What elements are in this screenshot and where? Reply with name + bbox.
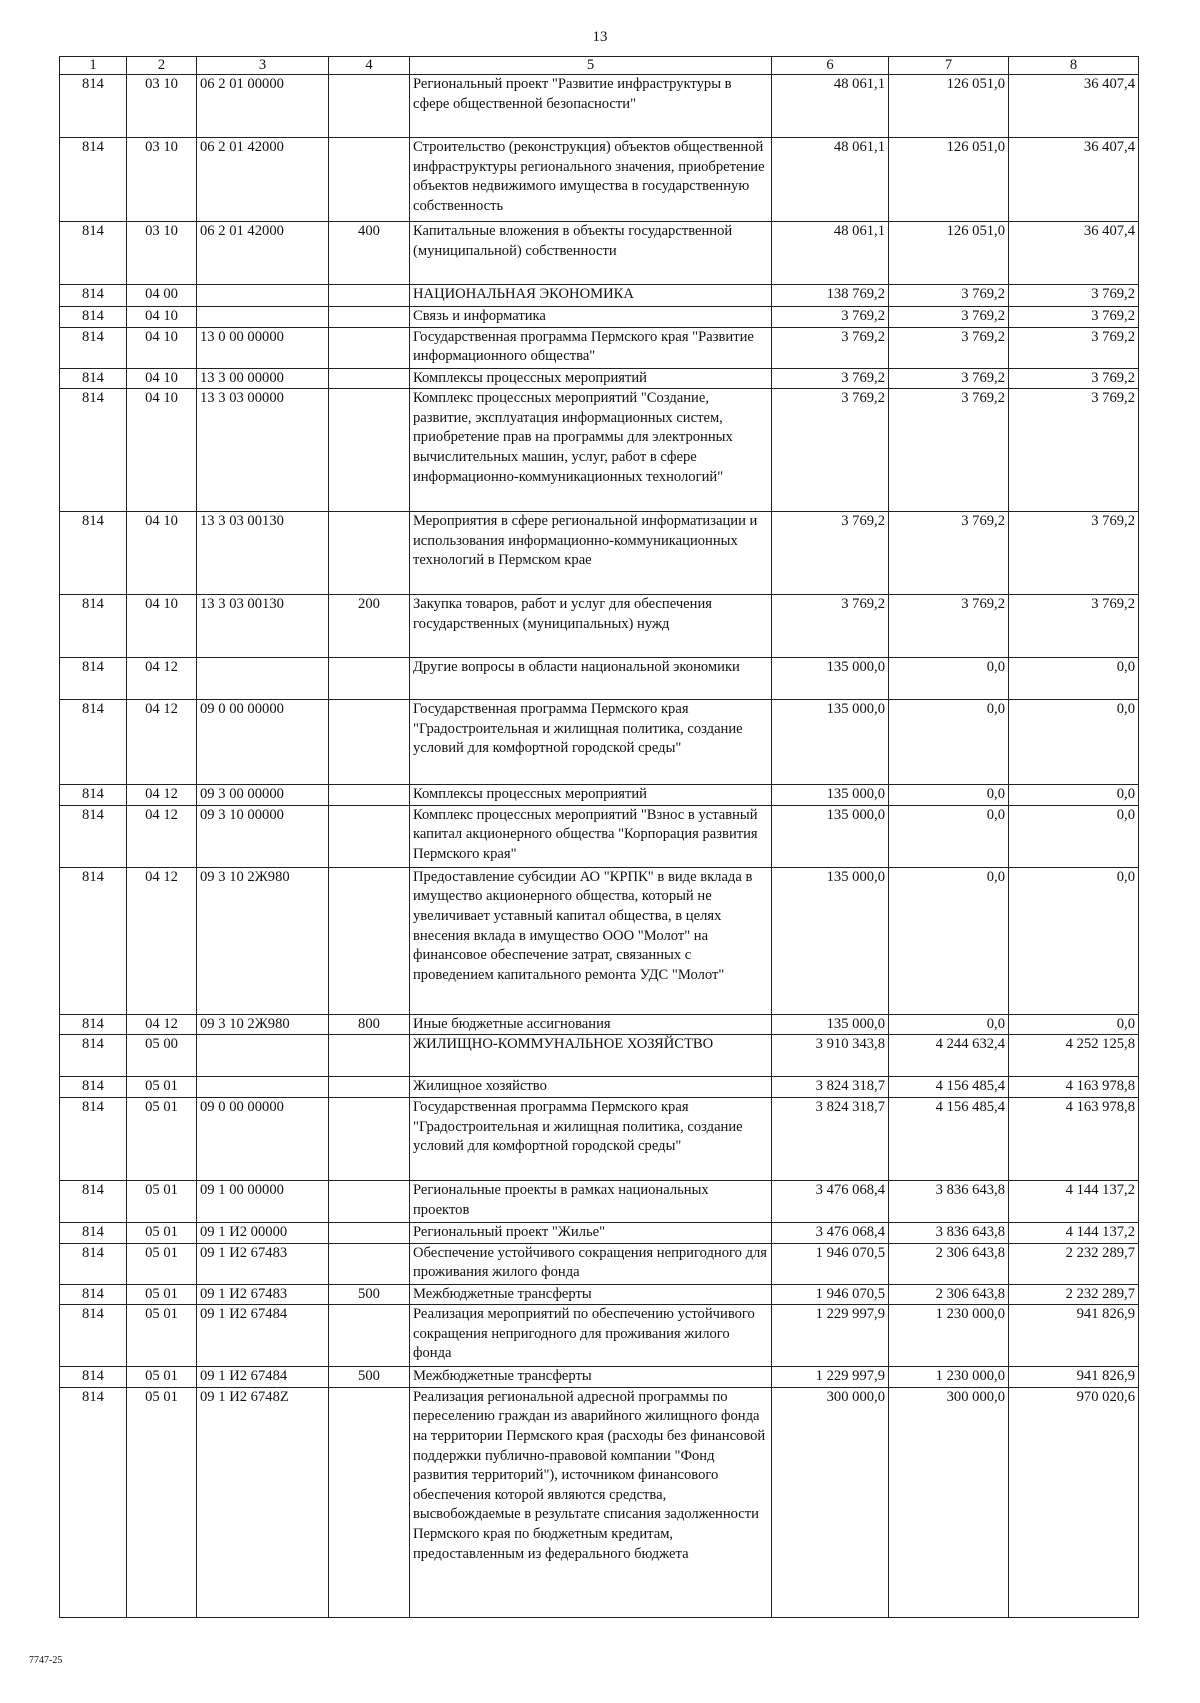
amount-col-7: 3 769,2 (889, 285, 1009, 307)
table-row (60, 1180, 1139, 1222)
item-name: Государственная программа Пермского края "Градостроительная и жилищная политика, создание условий для комфортной городской среды" (410, 700, 772, 785)
ministry-code: 814 (60, 1284, 127, 1305)
expense-type (329, 307, 410, 328)
amount-col-8: 4 163 978,8 (1009, 1077, 1139, 1098)
target-article: 09 1 И2 67483 (197, 1243, 329, 1284)
expense-type (329, 1035, 410, 1077)
amount-col-6: 135 000,0 (772, 1014, 889, 1035)
table-row (60, 1367, 1139, 1388)
section-code: 04 10 (127, 307, 197, 328)
ministry-code: 814 (60, 595, 127, 658)
amount-col-7: 0,0 (889, 805, 1009, 867)
target-article: 13 3 03 00130 (197, 595, 329, 658)
section-code: 05 01 (127, 1305, 197, 1367)
section-code: 05 01 (127, 1077, 197, 1098)
item-name: Комплексы процессных мероприятий (410, 785, 772, 806)
amount-col-7: 1 230 000,0 (889, 1367, 1009, 1388)
page-number: 13 (592, 29, 608, 45)
item-name: Связь и информатика (410, 307, 772, 328)
amount-col-8: 0,0 (1009, 1014, 1139, 1035)
target-article: 09 3 10 2Ж980 (197, 1014, 329, 1035)
expense-type: 200 (329, 595, 410, 658)
expense-type (329, 1305, 410, 1367)
ministry-code: 814 (60, 1180, 127, 1222)
expense-type (329, 285, 410, 307)
section-code: 04 12 (127, 867, 197, 1014)
target-article: 13 3 03 00000 (197, 389, 329, 512)
section-code: 04 12 (127, 805, 197, 867)
item-name: Региональный проект "Жилье" (410, 1222, 772, 1243)
amount-col-6: 3 769,2 (772, 368, 889, 389)
document-code: 7747-25 (29, 1655, 63, 1666)
table-row (60, 658, 1139, 700)
amount-col-6: 48 061,1 (772, 138, 889, 222)
amount-col-7: 126 051,0 (889, 138, 1009, 222)
table-row (60, 368, 1139, 389)
item-name: Межбюджетные трансферты (410, 1367, 772, 1388)
expense-type (329, 1222, 410, 1243)
target-article: 13 0 00 00000 (197, 327, 329, 368)
section-code: 05 01 (127, 1243, 197, 1284)
amount-col-8: 4 144 137,2 (1009, 1222, 1139, 1243)
amount-col-7: 2 306 643,8 (889, 1284, 1009, 1305)
target-article: 13 3 00 00000 (197, 368, 329, 389)
ministry-code: 814 (60, 805, 127, 867)
expense-type (329, 1180, 410, 1222)
expense-type: 800 (329, 1014, 410, 1035)
ministry-code: 814 (60, 1367, 127, 1388)
section-code: 04 12 (127, 785, 197, 806)
amount-col-6: 135 000,0 (772, 785, 889, 806)
amount-col-6: 138 769,2 (772, 285, 889, 307)
column-header-2: 2 (127, 57, 197, 75)
target-article (197, 658, 329, 700)
target-article: 09 1 И2 67484 (197, 1367, 329, 1388)
amount-col-8: 4 163 978,8 (1009, 1097, 1139, 1180)
section-code: 04 10 (127, 368, 197, 389)
amount-col-7: 3 769,2 (889, 595, 1009, 658)
table-row (60, 700, 1139, 785)
amount-col-6: 3 769,2 (772, 512, 889, 595)
amount-col-8: 2 232 289,7 (1009, 1243, 1139, 1284)
amount-col-7: 126 051,0 (889, 222, 1009, 285)
amount-col-8: 941 826,9 (1009, 1367, 1139, 1388)
amount-col-8: 36 407,4 (1009, 222, 1139, 285)
amount-col-6: 3 769,2 (772, 307, 889, 328)
amount-col-7: 4 244 632,4 (889, 1035, 1009, 1077)
amount-col-8: 36 407,4 (1009, 75, 1139, 138)
item-name: Реализация региональной адресной программы по переселению граждан из аварийного жилищного фонда на территории Пермского края (расходы без финансовой поддержки публично-правовой компании "Фонд развития территорий"), источником финансового обеспечения которой являются средства, высвобождаемые в результате списания задолженности Пермского края по бюджетным кредитам, предоставленным из федерального бюджета (410, 1387, 772, 1617)
amount-col-7: 3 769,2 (889, 327, 1009, 368)
item-name: Строительство (реконструкция) объектов общественной инфраструктуры регионального значения, приобретение объектов недвижимого имущества в государственную собственность (410, 138, 772, 222)
amount-col-6: 3 769,2 (772, 327, 889, 368)
amount-col-8: 3 769,2 (1009, 307, 1139, 328)
amount-col-7: 4 156 485,4 (889, 1077, 1009, 1098)
amount-col-8: 0,0 (1009, 785, 1139, 806)
item-name: НАЦИОНАЛЬНАЯ ЭКОНОМИКА (410, 285, 772, 307)
amount-col-8: 3 769,2 (1009, 285, 1139, 307)
expense-type (329, 1387, 410, 1617)
section-code: 04 00 (127, 285, 197, 307)
target-article: 09 0 00 00000 (197, 700, 329, 785)
section-code: 03 10 (127, 222, 197, 285)
table-row (60, 327, 1139, 368)
ministry-code: 814 (60, 1035, 127, 1077)
amount-col-7: 0,0 (889, 658, 1009, 700)
item-name: Реализация мероприятий по обеспечению устойчивого сокращения непригодного для проживания жилого фонда (410, 1305, 772, 1367)
ministry-code: 814 (60, 1243, 127, 1284)
amount-col-8: 3 769,2 (1009, 327, 1139, 368)
amount-col-7: 3 769,2 (889, 307, 1009, 328)
item-name: Государственная программа Пермского края "Градостроительная и жилищная политика, создание условий для комфортной городской среды" (410, 1097, 772, 1180)
amount-col-6: 3 824 318,7 (772, 1097, 889, 1180)
table-row (60, 1014, 1139, 1035)
target-article: 06 2 01 00000 (197, 75, 329, 138)
table-row (60, 138, 1139, 222)
amount-col-7: 3 836 643,8 (889, 1180, 1009, 1222)
amount-col-7: 126 051,0 (889, 75, 1009, 138)
column-header-6: 6 (772, 57, 889, 75)
amount-col-6: 3 769,2 (772, 595, 889, 658)
ministry-code: 814 (60, 1097, 127, 1180)
item-name: Иные бюджетные ассигнования (410, 1014, 772, 1035)
target-article (197, 285, 329, 307)
item-name: Комплекс процессных мероприятий "Взнос в уставный капитал акционерного общества "Корпорация развития Пермского края" (410, 805, 772, 867)
amount-col-6: 135 000,0 (772, 805, 889, 867)
expense-type (329, 75, 410, 138)
amount-col-8: 0,0 (1009, 867, 1139, 1014)
table-row (60, 307, 1139, 328)
amount-col-8: 941 826,9 (1009, 1305, 1139, 1367)
amount-col-7: 3 769,2 (889, 389, 1009, 512)
amount-col-7: 0,0 (889, 1014, 1009, 1035)
ministry-code: 814 (60, 138, 127, 222)
expense-type (329, 512, 410, 595)
amount-col-7: 2 306 643,8 (889, 1243, 1009, 1284)
expense-type (329, 1097, 410, 1180)
item-name: Государственная программа Пермского края "Развитие информационного общества" (410, 327, 772, 368)
item-name: ЖИЛИЩНО-КОММУНАЛЬНОЕ ХОЗЯЙСТВО (410, 1035, 772, 1077)
ministry-code: 814 (60, 368, 127, 389)
amount-col-6: 1 229 997,9 (772, 1305, 889, 1367)
target-article (197, 307, 329, 328)
expense-type: 400 (329, 222, 410, 285)
item-name: Предоставление субсидии АО "КРПК" в виде вклада в имущество акционерного общества, который не увеличивает уставный капитал общества, в целях внесения вклада в имущество ООО "Молот" на финансовое обеспечение затрат, связанных с проведением капитального ремонта УДС "Молот" (410, 867, 772, 1014)
amount-col-7: 3 836 643,8 (889, 1222, 1009, 1243)
amount-col-6: 135 000,0 (772, 867, 889, 1014)
section-code: 03 10 (127, 138, 197, 222)
section-code: 04 10 (127, 512, 197, 595)
section-code: 04 12 (127, 700, 197, 785)
table-row (60, 222, 1139, 285)
expense-type (329, 785, 410, 806)
amount-col-6: 3 476 068,4 (772, 1180, 889, 1222)
target-article: 09 3 10 00000 (197, 805, 329, 867)
amount-col-6: 3 824 318,7 (772, 1077, 889, 1098)
item-name: Комплекс процессных мероприятий "Создание, развитие, эксплуатация информационных систем, приобретение прав на программы для электронных вычислительных машин, услуг, работ в сфере информационно-коммуникационных технологий" (410, 389, 772, 512)
amount-col-6: 3 769,2 (772, 389, 889, 512)
section-code: 04 10 (127, 389, 197, 512)
target-article: 09 1 00 00000 (197, 1180, 329, 1222)
amount-col-6: 135 000,0 (772, 658, 889, 700)
budget-table (59, 56, 1139, 1618)
expense-type (329, 805, 410, 867)
item-name: Закупка товаров, работ и услуг для обеспечения государственных (муниципальных) нужд (410, 595, 772, 658)
amount-col-8: 4 252 125,8 (1009, 1035, 1139, 1077)
item-name: Другие вопросы в области национальной экономики (410, 658, 772, 700)
table-row (60, 595, 1139, 658)
table-body (60, 75, 1139, 1618)
section-code: 05 01 (127, 1097, 197, 1180)
amount-col-6: 3 476 068,4 (772, 1222, 889, 1243)
item-name: Обеспечение устойчивого сокращения непригодного для проживания жилого фонда (410, 1243, 772, 1284)
ministry-code: 814 (60, 785, 127, 806)
target-article: 09 1 И2 67484 (197, 1305, 329, 1367)
section-code: 05 01 (127, 1284, 197, 1305)
item-name: Комплексы процессных мероприятий (410, 368, 772, 389)
table-row (60, 1077, 1139, 1098)
amount-col-7: 0,0 (889, 785, 1009, 806)
item-name: Межбюджетные трансферты (410, 1284, 772, 1305)
target-article: 13 3 03 00130 (197, 512, 329, 595)
table-row (60, 285, 1139, 307)
table-row (60, 1387, 1139, 1617)
target-article: 09 3 10 2Ж980 (197, 867, 329, 1014)
section-code: 05 01 (127, 1367, 197, 1388)
section-code: 03 10 (127, 75, 197, 138)
table-row (60, 512, 1139, 595)
amount-col-8: 3 769,2 (1009, 389, 1139, 512)
ministry-code: 814 (60, 1014, 127, 1035)
ministry-code: 814 (60, 222, 127, 285)
target-article: 09 0 00 00000 (197, 1097, 329, 1180)
amount-col-7: 1 230 000,0 (889, 1305, 1009, 1367)
table-row (60, 1097, 1139, 1180)
target-article: 06 2 01 42000 (197, 138, 329, 222)
ministry-code: 814 (60, 512, 127, 595)
expense-type (329, 700, 410, 785)
target-article: 09 1 И2 6748Z (197, 1387, 329, 1617)
item-name: Региональные проекты в рамках национальных проектов (410, 1180, 772, 1222)
amount-col-8: 970 020,6 (1009, 1387, 1139, 1617)
amount-col-6: 1 229 997,9 (772, 1367, 889, 1388)
target-article: 09 3 00 00000 (197, 785, 329, 806)
table-row (60, 1284, 1139, 1305)
ministry-code: 814 (60, 1387, 127, 1617)
amount-col-6: 135 000,0 (772, 700, 889, 785)
item-name: Региональный проект "Развитие инфраструктуры в сфере общественной безопасности" (410, 75, 772, 138)
expense-type (329, 389, 410, 512)
section-code: 04 10 (127, 327, 197, 368)
ministry-code: 814 (60, 389, 127, 512)
column-header-1: 1 (60, 57, 127, 75)
ministry-code: 814 (60, 285, 127, 307)
amount-col-6: 1 946 070,5 (772, 1243, 889, 1284)
header-row (60, 57, 1139, 75)
item-name: Мероприятия в сфере региональной информатизации и использования информационно-коммуникационных технологий в Пермском крае (410, 512, 772, 595)
amount-col-6: 48 061,1 (772, 75, 889, 138)
column-header-5: 5 (410, 57, 772, 75)
column-header-3: 3 (197, 57, 329, 75)
amount-col-8: 0,0 (1009, 658, 1139, 700)
expense-type (329, 658, 410, 700)
ministry-code: 814 (60, 1077, 127, 1098)
amount-col-6: 300 000,0 (772, 1387, 889, 1617)
table-row (60, 75, 1139, 138)
section-code: 05 01 (127, 1180, 197, 1222)
target-article: 09 1 И2 00000 (197, 1222, 329, 1243)
expense-type (329, 327, 410, 368)
expense-type (329, 368, 410, 389)
amount-col-8: 0,0 (1009, 805, 1139, 867)
amount-col-8: 3 769,2 (1009, 368, 1139, 389)
amount-col-8: 4 144 137,2 (1009, 1180, 1139, 1222)
ministry-code: 814 (60, 1222, 127, 1243)
amount-col-8: 3 769,2 (1009, 512, 1139, 595)
column-header-8: 8 (1009, 57, 1139, 75)
table-row (60, 1243, 1139, 1284)
target-article: 06 2 01 42000 (197, 222, 329, 285)
section-code: 05 01 (127, 1387, 197, 1617)
amount-col-7: 4 156 485,4 (889, 1097, 1009, 1180)
amount-col-7: 0,0 (889, 700, 1009, 785)
amount-col-8: 3 769,2 (1009, 595, 1139, 658)
item-name: Жилищное хозяйство (410, 1077, 772, 1098)
target-article (197, 1077, 329, 1098)
amount-col-7: 300 000,0 (889, 1387, 1009, 1617)
ministry-code: 814 (60, 867, 127, 1014)
table-row (60, 1305, 1139, 1367)
expense-type (329, 867, 410, 1014)
expense-type (329, 1243, 410, 1284)
item-name: Капитальные вложения в объекты государственной (муниципальной) собственности (410, 222, 772, 285)
expense-type (329, 1077, 410, 1098)
expense-type (329, 138, 410, 222)
ministry-code: 814 (60, 327, 127, 368)
amount-col-8: 0,0 (1009, 700, 1139, 785)
column-header-4: 4 (329, 57, 410, 75)
ministry-code: 814 (60, 307, 127, 328)
amount-col-6: 1 946 070,5 (772, 1284, 889, 1305)
section-code: 05 00 (127, 1035, 197, 1077)
section-code: 04 12 (127, 1014, 197, 1035)
ministry-code: 814 (60, 1305, 127, 1367)
amount-col-8: 36 407,4 (1009, 138, 1139, 222)
table-row (60, 805, 1139, 867)
amount-col-7: 3 769,2 (889, 512, 1009, 595)
table-row (60, 1222, 1139, 1243)
section-code: 04 12 (127, 658, 197, 700)
expense-type: 500 (329, 1284, 410, 1305)
amount-col-7: 0,0 (889, 867, 1009, 1014)
target-article: 09 1 И2 67483 (197, 1284, 329, 1305)
ministry-code: 814 (60, 700, 127, 785)
amount-col-6: 48 061,1 (772, 222, 889, 285)
amount-col-7: 3 769,2 (889, 368, 1009, 389)
table-row (60, 867, 1139, 1014)
table-row (60, 389, 1139, 512)
column-header-7: 7 (889, 57, 1009, 75)
table-row (60, 1035, 1139, 1077)
table-row (60, 785, 1139, 806)
ministry-code: 814 (60, 75, 127, 138)
amount-col-8: 2 232 289,7 (1009, 1284, 1139, 1305)
target-article (197, 1035, 329, 1077)
expense-type: 500 (329, 1367, 410, 1388)
amount-col-6: 3 910 343,8 (772, 1035, 889, 1077)
section-code: 05 01 (127, 1222, 197, 1243)
ministry-code: 814 (60, 658, 127, 700)
section-code: 04 10 (127, 595, 197, 658)
